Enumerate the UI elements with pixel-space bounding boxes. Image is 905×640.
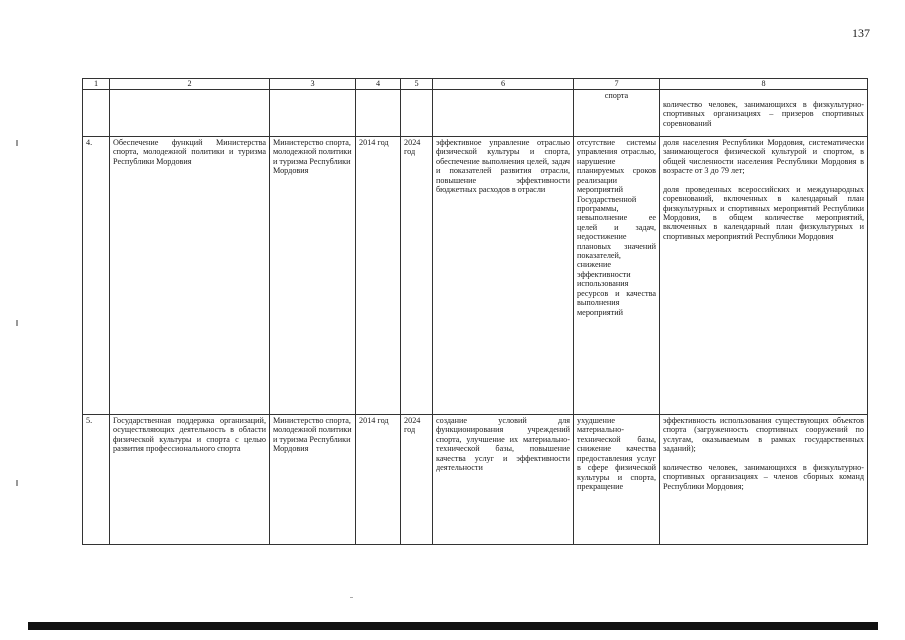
indicator-text: количество человек, занимающихся в физкультурно-спортивных организациях – членов сборных команд Республики Мордовия;: [663, 462, 864, 491]
indicator-text: количество человек, занимающихся в физкультурно-спортивных организациях – призеров спортивных соревнований: [663, 100, 864, 128]
program-table: [82, 78, 868, 545]
start-year: 2014 год: [356, 415, 401, 545]
header-cell: 1: [83, 79, 110, 90]
scan-mark: [16, 140, 18, 146]
end-year: 2024 год: [401, 137, 433, 415]
header-cell: 8: [660, 79, 868, 90]
row-number: 4.: [83, 137, 110, 415]
expected-result: [433, 90, 574, 137]
header-cell: 2: [110, 79, 270, 90]
row-number: [83, 90, 110, 137]
table-header-row: [83, 79, 868, 90]
consequences: спорта: [574, 90, 660, 137]
indicator-text: доля проведенных всероссийских и международных соревнований, включенных в календарный план физкультурных и спортивных мероприятий Республики Мордовия, в общем количестве мероприятий, включенных в календарный план физкультурных и спортивных мероприятий Республики Мордовия: [663, 184, 864, 241]
consequences: отсутствие системы управления отраслью, нарушение планируемых сроков реализации мероприятий Государственной программы, невыполнение ее целей и задач, недостижение плановых значений показателей, снижение эффективности использования ресурсов и качества выполнения мероприятий: [574, 137, 660, 415]
indicators: [660, 90, 868, 137]
indicators: [660, 137, 868, 415]
scan-bottom-edge: [28, 622, 878, 630]
table-row: [83, 415, 868, 545]
consequences: ухудшение материально-технической базы, снижение качества предоставления услуг в сфере физической культуры и спорта, прекращение: [574, 415, 660, 545]
expected-result: эффективное управление отраслью физической культуры и спорта, обеспечение выполнения целей, задач и показателей развития отрасли, повышение эффективности бюджетных расходов в отрасли: [433, 137, 574, 415]
indicators: [660, 415, 868, 545]
header-cell: 5: [401, 79, 433, 90]
page-number: 137: [852, 26, 870, 40]
table-row: [83, 137, 868, 415]
header-cell: 6: [433, 79, 574, 90]
event-name: Государственная поддержка организаций, осуществляющих деятельность в области физической культуры и спорта с целью развития профессионального спорта: [110, 415, 270, 545]
end-year: 2024 год: [401, 415, 433, 545]
indicator-text: эффективность использования существующих объектов спорта (загруженность спортивных сооружений по услугам, оказываемым в рамках государственных заданий);: [663, 416, 864, 454]
event-name: Обеспечение функций Министерства спорта, молодежной политики и туризма Республики Мордовия: [110, 137, 270, 415]
expected-result: создание условий для функционирования учреждений спорта, улучшение их материально-технической базы, повышение качества услуг и эффективности деятельности: [433, 415, 574, 545]
executor: Министерство спорта, молодежной политики и туризма Республики Мордовия: [270, 137, 356, 415]
scan-mark: [16, 320, 18, 326]
table-row: [83, 90, 868, 137]
row-number: 5.: [83, 415, 110, 545]
executor: Министерство спорта, молодежной политики и туризма Республики Мордовия: [270, 415, 356, 545]
header-cell: 7: [574, 79, 660, 90]
executor: [270, 90, 356, 137]
end-year: [401, 90, 433, 137]
header-cell: 3: [270, 79, 356, 90]
header-cell: 4: [356, 79, 401, 90]
scan-dot: [350, 597, 353, 598]
indicator-text: доля населения Республики Мордовия, систематически занимающегося физической культурой и спортом, в общей численности населения Республики Мордовия в возрасте от 3 до 79 лет;: [663, 138, 864, 176]
start-year: 2014 год: [356, 137, 401, 415]
event-name: [110, 90, 270, 137]
scan-mark: [16, 480, 18, 486]
start-year: [356, 90, 401, 137]
